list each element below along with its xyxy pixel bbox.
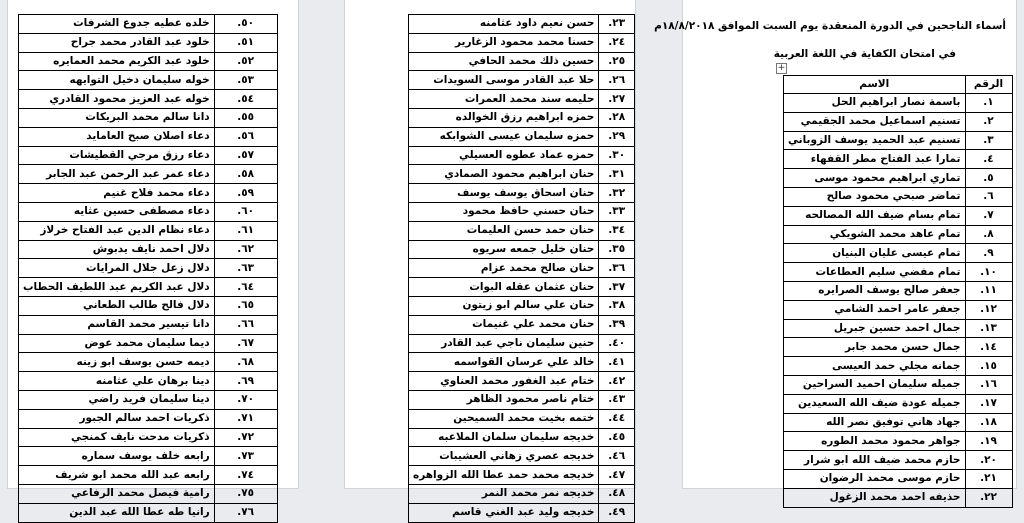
person-name: تمام عيسى عليان البنيان <box>784 244 966 263</box>
table-row <box>409 221 635 240</box>
table-row <box>784 94 1013 113</box>
person-name: خالد علي عرسان القواسمه <box>409 353 599 372</box>
row-number: ٦٨. <box>214 353 277 372</box>
table-row <box>19 15 278 34</box>
row-number: ٧. <box>965 206 1012 225</box>
table-row <box>784 112 1013 131</box>
person-name: دعاء محمد فلاح غنيم <box>19 184 215 203</box>
row-number: ٢. <box>965 112 1012 131</box>
table-row <box>409 390 635 409</box>
person-name: دعاء رزق مرجي القطيشات <box>19 146 215 165</box>
table-row <box>19 447 278 466</box>
row-number: ٦٧. <box>214 334 277 353</box>
row-number: ١١. <box>965 281 1012 300</box>
row-number: ٥٣. <box>214 71 277 90</box>
table-row <box>784 169 1013 188</box>
table-row <box>409 278 635 297</box>
row-number: ٤٧. <box>599 466 635 485</box>
row-number: ٦٦. <box>214 315 277 334</box>
person-name: حمزه ابراهيم رزق الخوالده <box>409 108 599 127</box>
row-number: ٦١. <box>214 221 277 240</box>
person-name: حسن نعيم داود عثامنه <box>409 15 599 34</box>
row-number: ٢٧. <box>599 90 635 109</box>
table-row <box>409 353 635 372</box>
row-number: ٤٩. <box>599 503 635 522</box>
table-row <box>19 259 278 278</box>
row-number: ٦٤. <box>214 278 277 297</box>
row-number: ٢٠. <box>965 451 1012 470</box>
row-number: ٧١. <box>214 409 277 428</box>
person-name: دينا برهان علي عثامنه <box>19 372 215 391</box>
table-row <box>409 409 635 428</box>
row-number: ٦٠. <box>214 202 277 221</box>
row-number: ٣٤. <box>599 221 635 240</box>
table-row <box>409 15 635 34</box>
row-number: ١٢. <box>965 300 1012 319</box>
names-table-left <box>18 14 278 523</box>
row-number: ٥٤. <box>214 90 277 109</box>
row-number: ٥٩. <box>214 184 277 203</box>
person-name: ديما سليمان محمد عوض <box>19 334 215 353</box>
table-row <box>409 428 635 447</box>
table-row <box>19 296 278 315</box>
person-name: خديجه نمر محمد النمر <box>409 484 599 503</box>
person-name: جميله سليمان احميد السراحين <box>784 375 966 394</box>
row-number: ٢٢. <box>965 488 1012 507</box>
table-row <box>19 202 278 221</box>
document-page-left <box>8 0 298 519</box>
person-name: خوله سليمان دخيل التوايهه <box>19 71 215 90</box>
table-move-handle-icon[interactable]: + <box>777 63 786 73</box>
row-number: ١٦. <box>965 375 1012 394</box>
person-name: دينا سليمان فريد راضي <box>19 390 215 409</box>
person-name: رانيا طه عطا الله عبد الدين <box>19 503 215 522</box>
table-row <box>784 338 1013 357</box>
person-name: حليمه سند محمد العمرات <box>409 90 599 109</box>
table-row <box>784 225 1013 244</box>
person-name: دعاء اصلان صبح العامايد <box>19 127 215 146</box>
person-name: جواهر محمود محمد الطوره <box>784 432 966 451</box>
table-row <box>409 466 635 485</box>
table-row <box>409 165 635 184</box>
row-number: ٣١. <box>599 165 635 184</box>
person-name: ختمه بخيت محمد السميحين <box>409 409 599 428</box>
table-row <box>19 428 278 447</box>
table-row <box>784 413 1013 432</box>
row-number: ٥. <box>965 169 1012 188</box>
table-row <box>19 221 278 240</box>
table-row <box>409 503 635 522</box>
person-name: حنان علي سالم ابو زيتون <box>409 296 599 315</box>
person-name: رابعه عبد الله محمد ابو شريف <box>19 466 215 485</box>
row-number: ٢٥. <box>599 52 635 71</box>
person-name: خلود عبد القادر محمد جراح <box>19 33 215 52</box>
table-row <box>19 315 278 334</box>
row-number: ٢٩. <box>599 127 635 146</box>
table-row <box>19 146 278 165</box>
row-number: ١٧. <box>965 394 1012 413</box>
person-name: ذكريات احمد سالم الجبور <box>19 409 215 428</box>
row-number: ٧٣. <box>214 447 277 466</box>
table-row <box>784 206 1013 225</box>
row-number: ٢٤. <box>599 33 635 52</box>
person-name: خديجه وليد عبد الغني قاسم <box>409 503 599 522</box>
row-number: ٤٠. <box>599 334 635 353</box>
person-name: دعاء نظام الدين عبد الفتاح خرلاز <box>19 221 215 240</box>
table-header-row <box>784 76 1013 94</box>
row-number: ٣٠. <box>599 146 635 165</box>
person-name: رامية فيصل محمد الرفاعي <box>19 484 215 503</box>
column-header-number: الرقم <box>965 76 1012 94</box>
row-number: ٣٩. <box>599 315 635 334</box>
names-table-middle <box>408 14 635 523</box>
table-row <box>784 244 1013 263</box>
person-name: جميله عودة ضيف الله السعيدين <box>784 394 966 413</box>
person-name: حنان اسحاق يوسف يوسف <box>409 184 599 203</box>
person-name: تسنيم عبد الحميد يوسف الزوباني <box>784 131 966 150</box>
row-number: ٦٢. <box>214 240 277 259</box>
table-row <box>19 503 278 522</box>
table-row <box>19 52 278 71</box>
person-name: حازم محمد ضيف الله ابو شرار <box>784 451 966 470</box>
person-name: حسين ذلك محمد الحافي <box>409 52 599 71</box>
person-name: حلا عبد القادر موسى السويدات <box>409 71 599 90</box>
person-name: حمزه سليمان عيسى الشوابكه <box>409 127 599 146</box>
person-name: ذكريات مدحت نايف كمنجي <box>19 428 215 447</box>
table-row <box>409 184 635 203</box>
table-row <box>409 90 635 109</box>
table-row <box>784 281 1013 300</box>
row-number: ٣٦. <box>599 259 635 278</box>
row-number: ٣٣. <box>599 202 635 221</box>
table-row <box>784 319 1013 338</box>
person-name: خديجه سليمان سلمان الملاعبه <box>409 428 599 447</box>
row-number: ٨. <box>965 225 1012 244</box>
person-name: حنان عثمان عقله البوات <box>409 278 599 297</box>
row-number: ٤. <box>965 150 1012 169</box>
person-name: خلده عطيه جدوع الشرفات <box>19 15 215 34</box>
row-number: ٥٦. <box>214 127 277 146</box>
table-row <box>784 187 1013 206</box>
table-row <box>784 394 1013 413</box>
table-row <box>409 484 635 503</box>
table-row <box>784 375 1013 394</box>
table-row <box>409 108 635 127</box>
row-number: ٦٣. <box>214 259 277 278</box>
row-number: ٥٢. <box>214 52 277 71</box>
table-row <box>784 263 1013 282</box>
row-number: ٢٨. <box>599 108 635 127</box>
person-name: خوله عبد العزيز محمود القادري <box>19 90 215 109</box>
table-row <box>784 488 1013 507</box>
table-row <box>19 127 278 146</box>
table-row <box>19 409 278 428</box>
table-row <box>784 451 1013 470</box>
person-name: حسنا محمد محمود الزغارير <box>409 33 599 52</box>
row-number: ٧٠. <box>214 390 277 409</box>
table-row <box>409 202 635 221</box>
person-name: حمزه عماد عطوه العسيلي <box>409 146 599 165</box>
table-row <box>409 315 635 334</box>
person-name: تماري ابراهيم محمود موسى <box>784 169 966 188</box>
column-header-name: الاسم <box>784 76 966 94</box>
row-number: ١٨. <box>965 413 1012 432</box>
person-name: ختام عبد الغفور محمد العناوي <box>409 372 599 391</box>
table-row <box>19 108 278 127</box>
row-number: ٦. <box>965 187 1012 206</box>
person-name: حازم موسى محمد الرضوان <box>784 469 966 488</box>
person-name: دلال زعل جلال المرايات <box>19 259 215 278</box>
row-number: ٥٠. <box>214 15 277 34</box>
person-name: جعفر عامر احمد الشامي <box>784 300 966 319</box>
person-name: ديمه حسن يوسف ابو زينه <box>19 353 215 372</box>
row-number: ٥٥. <box>214 108 277 127</box>
row-number: ٢١. <box>965 469 1012 488</box>
table-row <box>19 390 278 409</box>
person-name: تمام مفضي سليم العطاعات <box>784 263 966 282</box>
document-page-right <box>654 0 1016 504</box>
person-name: جمال احمد حسين جبريل <box>784 319 966 338</box>
row-number: ١٤. <box>965 338 1012 357</box>
row-number: ٧٦. <box>214 503 277 522</box>
row-number: ٥٨. <box>214 165 277 184</box>
person-name: دعاء مصطفى حسين عثايه <box>19 202 215 221</box>
row-number: ١٠. <box>965 263 1012 282</box>
table-row <box>784 357 1013 376</box>
names-table-right <box>783 75 1013 508</box>
row-number: ٤٨. <box>599 484 635 503</box>
person-name: تمام بسام ضيف الله المصالحه <box>784 206 966 225</box>
table-row <box>784 300 1013 319</box>
row-number: ٣٢. <box>599 184 635 203</box>
table-row <box>19 33 278 52</box>
person-name: حنان حمد حسن العليمات <box>409 221 599 240</box>
row-number: ٣٥. <box>599 240 635 259</box>
row-number: ٣٨. <box>599 296 635 315</box>
row-number: ٤٣. <box>599 390 635 409</box>
person-name: جمال حسن محمد جابر <box>784 338 966 357</box>
person-name: تمارا عبد الفتاح مطر القفهاء <box>784 150 966 169</box>
table-row <box>409 33 635 52</box>
person-name: دانا تيسير محمد القاسم <box>19 315 215 334</box>
table-row <box>784 469 1013 488</box>
row-number: ٤٦. <box>599 447 635 466</box>
person-name: حذيفه احمد محمد الزغول <box>784 488 966 507</box>
person-name: رابعه خلف يوسف سماره <box>19 447 215 466</box>
person-name: خديجه عصري زهاني العشيبات <box>409 447 599 466</box>
document-page-middle <box>345 0 635 519</box>
row-number: ٣٧. <box>599 278 635 297</box>
person-name: تسنيم اسماعيل محمد الجقيمي <box>784 112 966 131</box>
row-number: ٤٢. <box>599 372 635 391</box>
person-name: حنان خليل جمعه سريوه <box>409 240 599 259</box>
row-number: ١. <box>965 94 1012 113</box>
document-title: أسماء الناجحين في الدورة المنعقدة يوم السبت الموافق ١٨/٨/٢٠١٨م <box>654 20 1006 32</box>
person-name: حنين سليمان ناجي عبد القادر <box>409 334 599 353</box>
person-name: باسمة نصار ابراهيم الحل <box>784 94 966 113</box>
person-name: خلود عبد الكريم محمد العمايره <box>19 52 215 71</box>
person-name: حنان محمد علي غنيمات <box>409 315 599 334</box>
table-row <box>19 240 278 259</box>
table-row <box>19 278 278 297</box>
row-number: ١٣. <box>965 319 1012 338</box>
person-name: دانا سالم محمد البريكات <box>19 108 215 127</box>
table-row <box>19 372 278 391</box>
person-name: جعفر صالح يوسف الصرايره <box>784 281 966 300</box>
table-row <box>409 447 635 466</box>
row-number: ٣. <box>965 131 1012 150</box>
row-number: ٩. <box>965 244 1012 263</box>
table-row <box>409 127 635 146</box>
row-number: ٥٧. <box>214 146 277 165</box>
table-row <box>19 353 278 372</box>
table-row <box>409 71 635 90</box>
row-number: ٧٢. <box>214 428 277 447</box>
table-row <box>19 466 278 485</box>
table-row <box>409 240 635 259</box>
table-row <box>409 296 635 315</box>
row-number: ٤٥. <box>599 428 635 447</box>
table-row <box>19 90 278 109</box>
person-name: جهاد هاني توفيق نصر الله <box>784 413 966 432</box>
person-name: دلال عبد الكريم عبد اللطيف الحطاب <box>19 278 215 297</box>
table-row <box>409 52 635 71</box>
document-subtitle: في امتحان الكفاية في اللغة العربية <box>773 48 956 60</box>
person-name: دعاء عمر عبد الرحمن عبد الجابر <box>19 165 215 184</box>
row-number: ٥١. <box>214 33 277 52</box>
person-name: دلال فالح طالب الطعاني <box>19 296 215 315</box>
table-row <box>409 372 635 391</box>
table-row <box>19 484 278 503</box>
table-row <box>409 334 635 353</box>
row-number: ١٥. <box>965 357 1012 376</box>
row-number: ٤٤. <box>599 409 635 428</box>
person-name: حنان حسني حافظ محمود <box>409 202 599 221</box>
table-row <box>409 259 635 278</box>
row-number: ٢٣. <box>599 15 635 34</box>
row-number: ٧٥. <box>214 484 277 503</box>
row-number: ٦٥. <box>214 296 277 315</box>
person-name: حنان صالح محمد عزام <box>409 259 599 278</box>
person-name: تماضر صبحي محمود صالح <box>784 187 966 206</box>
person-name: دلال احمد نايف يدبوش <box>19 240 215 259</box>
table-row <box>784 432 1013 451</box>
table-row <box>784 150 1013 169</box>
table-row <box>19 71 278 90</box>
person-name: جمانه مجلي حمد العيسى <box>784 357 966 376</box>
row-number: ٦٩. <box>214 372 277 391</box>
person-name: خديجه محمد حمد عطا الله الزواهره <box>409 466 599 485</box>
row-number: ١٩. <box>965 432 1012 451</box>
table-row <box>19 184 278 203</box>
table-row <box>19 165 278 184</box>
person-name: ختام ناصر محمود الظاهر <box>409 390 599 409</box>
table-row <box>409 146 635 165</box>
row-number: ٧٤. <box>214 466 277 485</box>
person-name: تمام عاهد محمد الشويكي <box>784 225 966 244</box>
table-row <box>19 334 278 353</box>
table-row <box>784 131 1013 150</box>
row-number: ٤١. <box>599 353 635 372</box>
person-name: حنان ابراهيم محمود الصمادي <box>409 165 599 184</box>
row-number: ٢٦. <box>599 71 635 90</box>
